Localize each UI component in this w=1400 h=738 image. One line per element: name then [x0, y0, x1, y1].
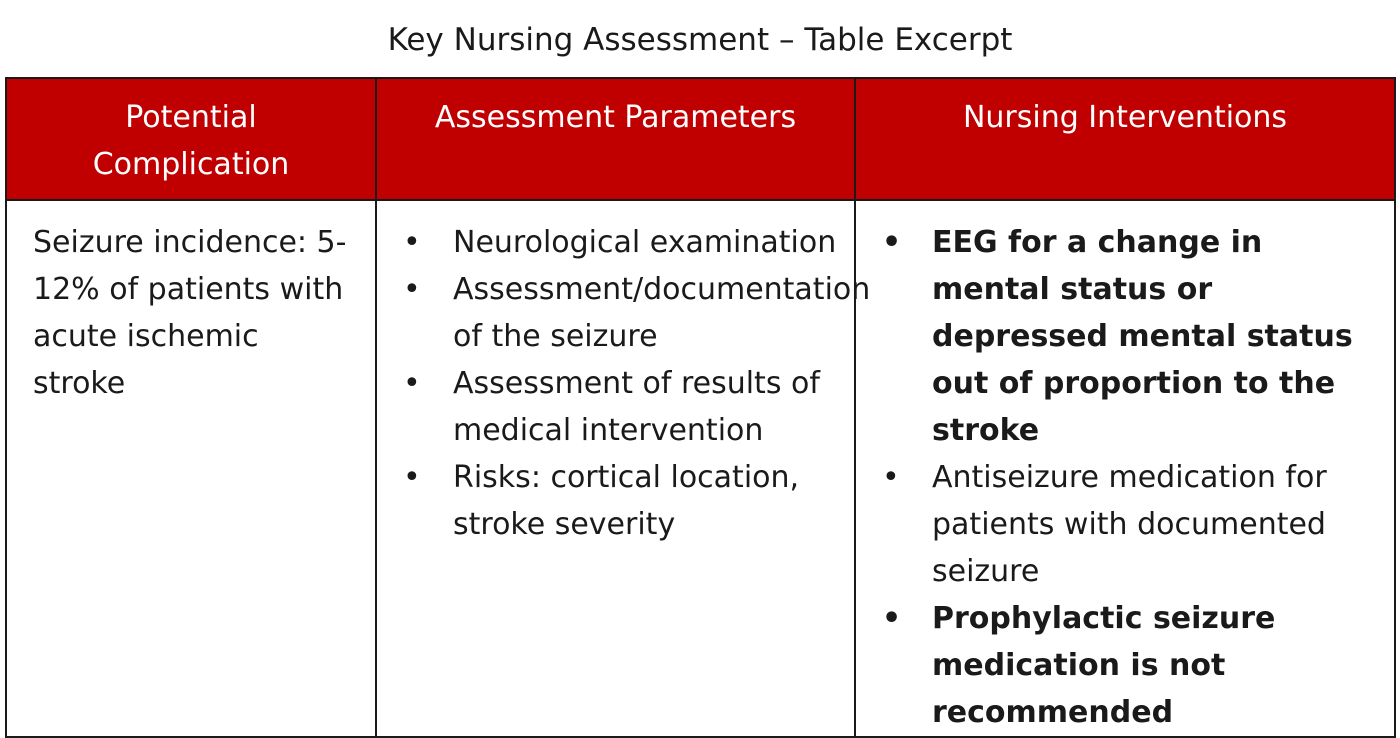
table-row: [6, 200, 1395, 737]
header-potential-complication: [6, 78, 376, 200]
header-row: [6, 78, 1395, 200]
list-item: • Risks: cortical location, stroke severity: [403, 454, 838, 548]
list-item: • EEG for a change in mental status or depressed mental status out of proportion to the stroke: [882, 219, 1378, 454]
header-nursing-interventions: [855, 78, 1395, 200]
assessment-parameters-cell: [376, 200, 871, 737]
nursing-interventions-list: [882, 219, 1378, 736]
nursing-interventions-cell: [855, 200, 1395, 737]
header-label: Assessment Parameters: [434, 100, 797, 135]
header-assessment-parameters: [376, 78, 855, 200]
assessment-parameters-list: [403, 219, 871, 548]
header-label: Nursing Interventions: [962, 100, 1288, 135]
list-item: • Neurological examination: [403, 219, 838, 266]
list-item: • Assessment of results of medical intervention: [403, 360, 838, 454]
list-item: • Antiseizure medication for patients with documented seizure: [882, 454, 1378, 595]
header-label: Potential Complication: [92, 100, 290, 182]
nursing-assessment-table: [5, 77, 1396, 738]
complication-cell: [6, 200, 376, 737]
table-title: Key Nursing Assessment – Table Excerpt: [387, 22, 1013, 58]
list-item: • Assessment/documentation of the seizure: [403, 266, 838, 360]
complication-text: Seizure incidence: 5-12% of patients with acute ischemic stroke: [33, 225, 347, 401]
list-item: • Prophylactic seizure medication is not recommended: [882, 595, 1378, 736]
